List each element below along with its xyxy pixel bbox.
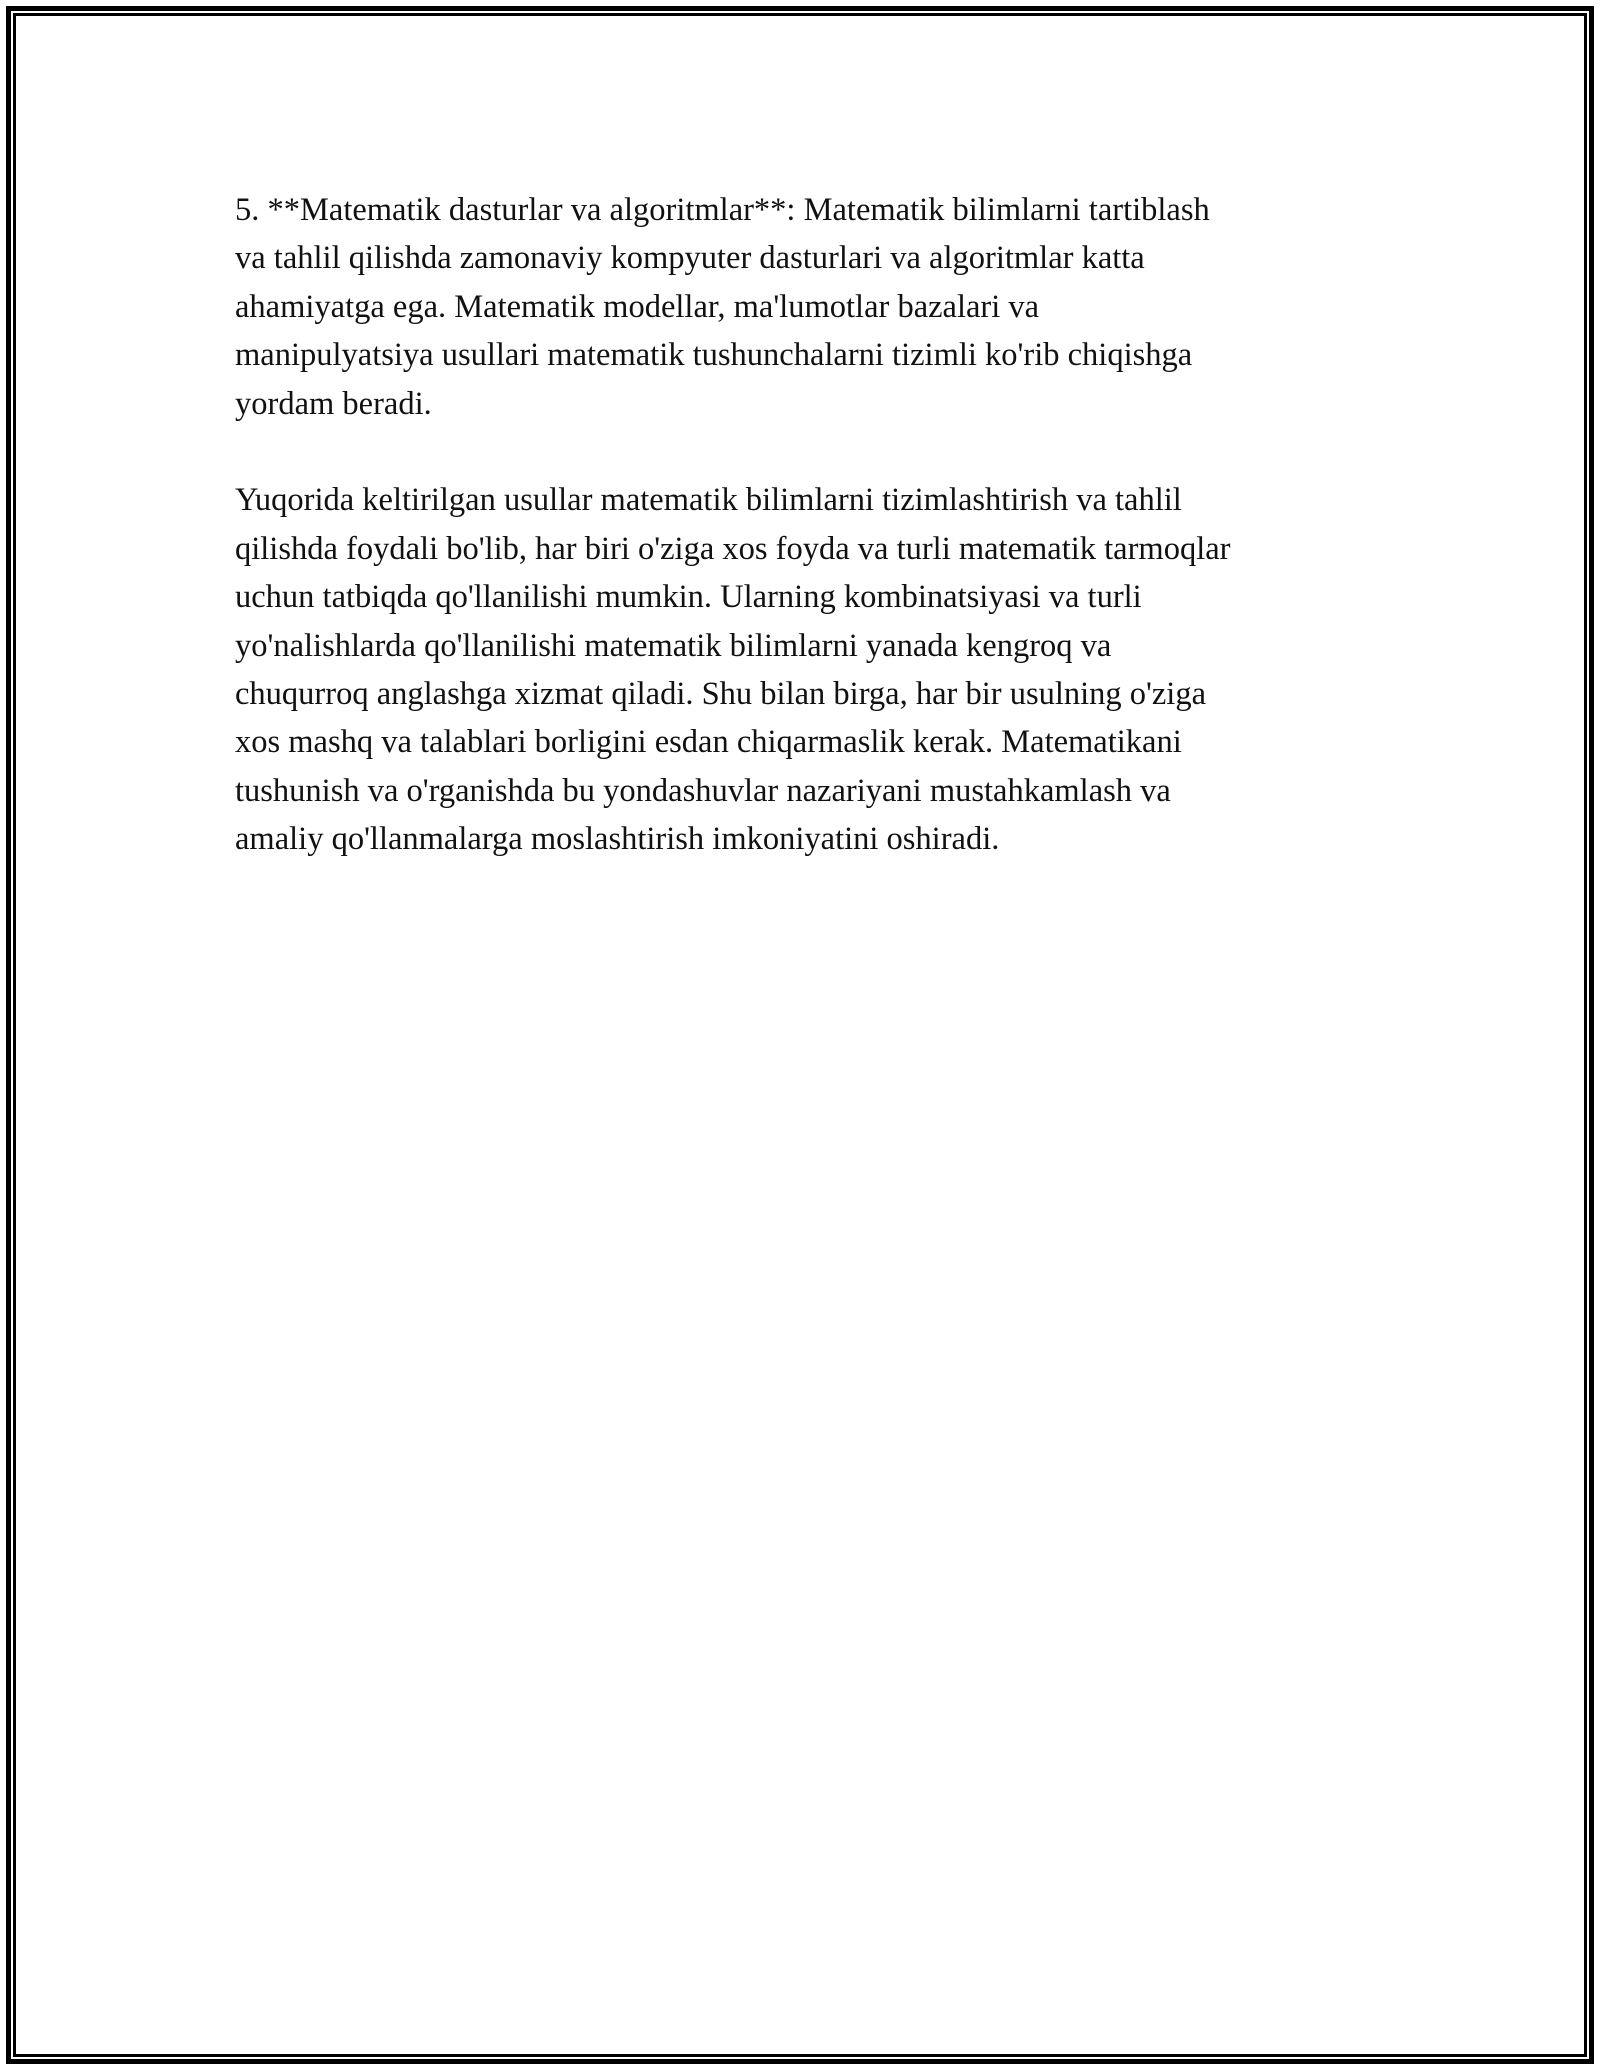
- paragraph-algorithms: 5. **Matematik dasturlar va algoritmlar**: Matematik bilimlarni tartiblash va tahlil qilishda zamonaviy kompyuter dasturlari va algoritmlar katta ahamiyatga ega. Matematik modellar, ma'lumotlar bazalari va manipulyatsiya usullari matematik tushunchalarni tizimli ko'rib chiqishga yordam beradi.: [235, 192, 1210, 422]
- paragraph-conclusion: Yuqorida keltirilgan usullar matematik bilimlarni tizimlashtirish va tahlil qilishda foydali bo'lib, har biri o'ziga xos foyda va turli matematik tarmoqlar uchun tatbiqda qo'llanilishi mumkin. Ularning kombinatsiyasi va turli yo'nalishlarda qo'llanilishi matematik bilimlarni yanada kengroq va chuqurroq anglashga xizmat qiladi. Shu bilan birga, har bir usulning o'ziga xos mashq va talablari borligini esdan chiqarmaslik kerak. Matematikani tushunish va o'rganishda bu yondashuvlar nazariyani mustahkamlash va amaliy qo'llanmalarga moslashtirish imkoniyatini oshiradi.: [235, 482, 1231, 858]
- document-body: [235, 186, 1365, 912]
